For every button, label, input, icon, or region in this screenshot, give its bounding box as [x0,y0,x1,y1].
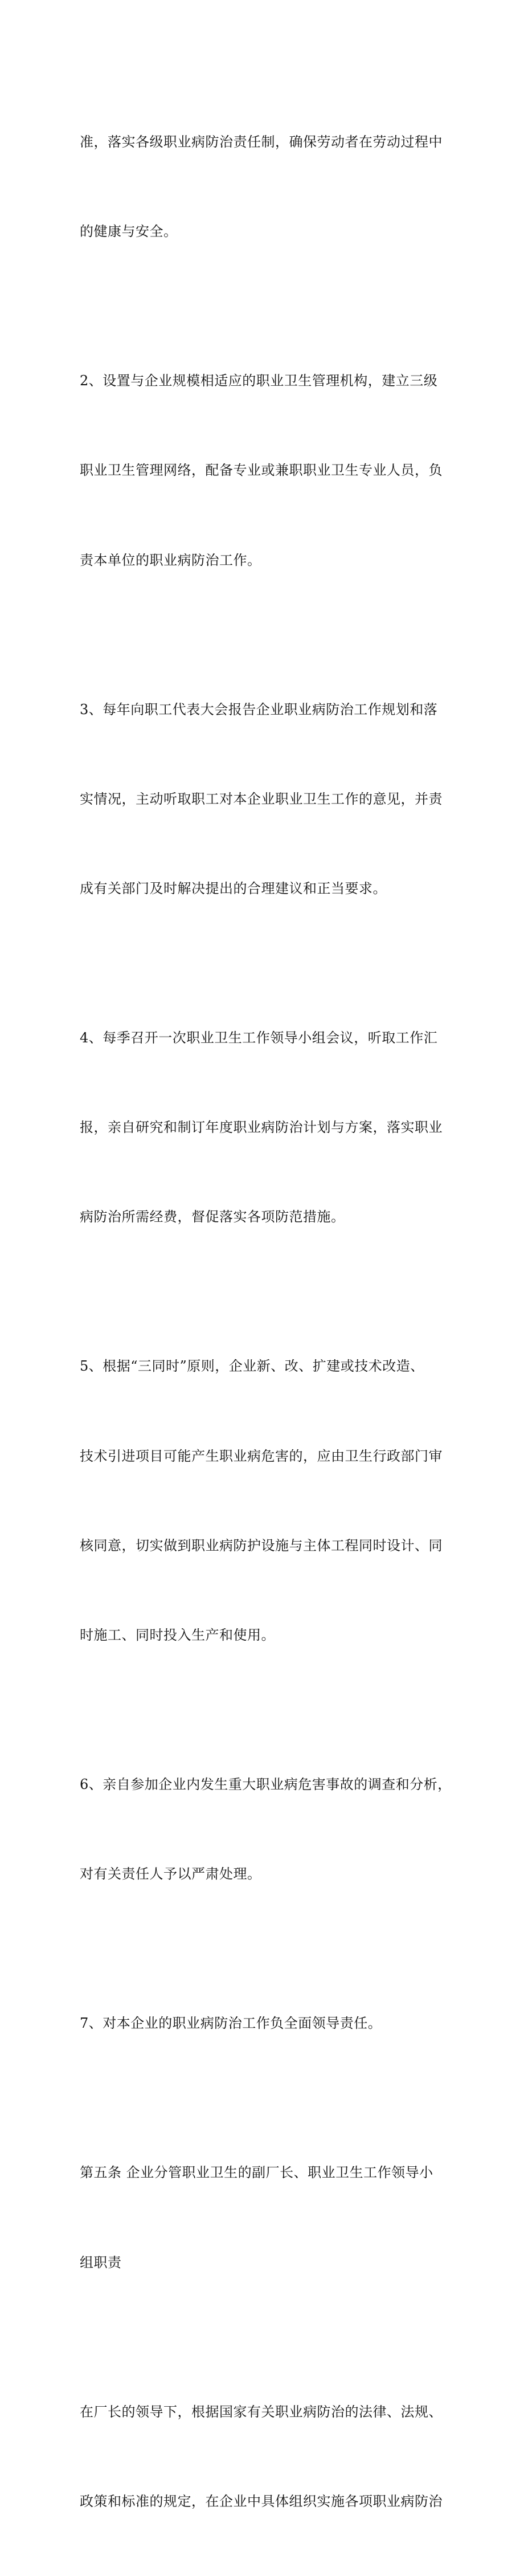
text-line: 6、亲自参加企业内发生重大职业病危害事故的调查和分析， [80,1776,452,1793]
text-line: 4、每季召开一次职业卫生工作领导小组会议，听取工作汇 [80,1030,438,1046]
text-line: 5、根据“三同时”原则，企业新、改、扩建或技术改造、 [80,1358,424,1375]
text-line: 组职责 [80,2254,122,2271]
text-line: 的健康与安全。 [80,223,178,240]
paragraph-continuation [80,67,456,306]
text-line: 7、对本企业的职业病防治工作负全面领导责任。 [80,2015,382,2032]
text-line: 职业卫生管理网络，配备专业或兼职职业卫生专业人员，负 [80,462,443,479]
paragraph-item-6 [80,1710,456,1949]
paragraph-item-5 [80,1292,456,1710]
text-line: 3、每年向职工代表大会报告企业职业病防治工作规划和落 [80,701,438,718]
text-line: 时施工、同时投入生产和使用。 [80,1627,275,1644]
document-body [80,67,456,2576]
text-line: 技术引进项目可能产生职业病危害的，应由卫生行政部门审 [80,1448,443,1464]
text-line: 报，亲自研究和制订年度职业病防治计划与方案，落实职业 [80,1119,443,1136]
paragraph-article-5-body [80,2337,456,2576]
text-line: 第五条 企业分管职业卫生的副厂长、职业卫生工作领导小 [80,2165,433,2181]
text-line: 2、设置与企业规模相适应的职业卫生管理机构，建立三级 [80,373,438,389]
text-line: 核同意，切实做到职业病防护设施与主体工程同时设计、同 [80,1537,443,1554]
text-line: 对有关责任人予以严肃处理。 [80,1866,261,1882]
text-line: 在厂长的领导下，根据国家有关职业病防治的法律、法规、 [80,2403,443,2420]
text-line: 成有关部门及时解决提出的合理建议和正当要求。 [80,880,387,896]
text-line: 准，落实各级职业病防治责任制，确保劳动者在劳动过程中 [80,133,443,150]
paragraph-item-3 [80,635,456,963]
text-line: 实情况，主动听取职工对本企业职业卫生工作的意见，并责 [80,790,443,807]
section-heading-article-5 [80,2098,456,2337]
paragraph-item-4 [80,963,456,1291]
text-line: 责本单位的职业病防治工作。 [80,552,261,568]
paragraph-item-2 [80,306,456,634]
text-line: 病防治所需经费，督促落实各项防范措施。 [80,1209,345,1225]
text-line: 政策和标准的规定，在企业中具体组织实施各项职业病防治 [80,2493,443,2509]
paragraph-item-7 [80,1949,456,2098]
